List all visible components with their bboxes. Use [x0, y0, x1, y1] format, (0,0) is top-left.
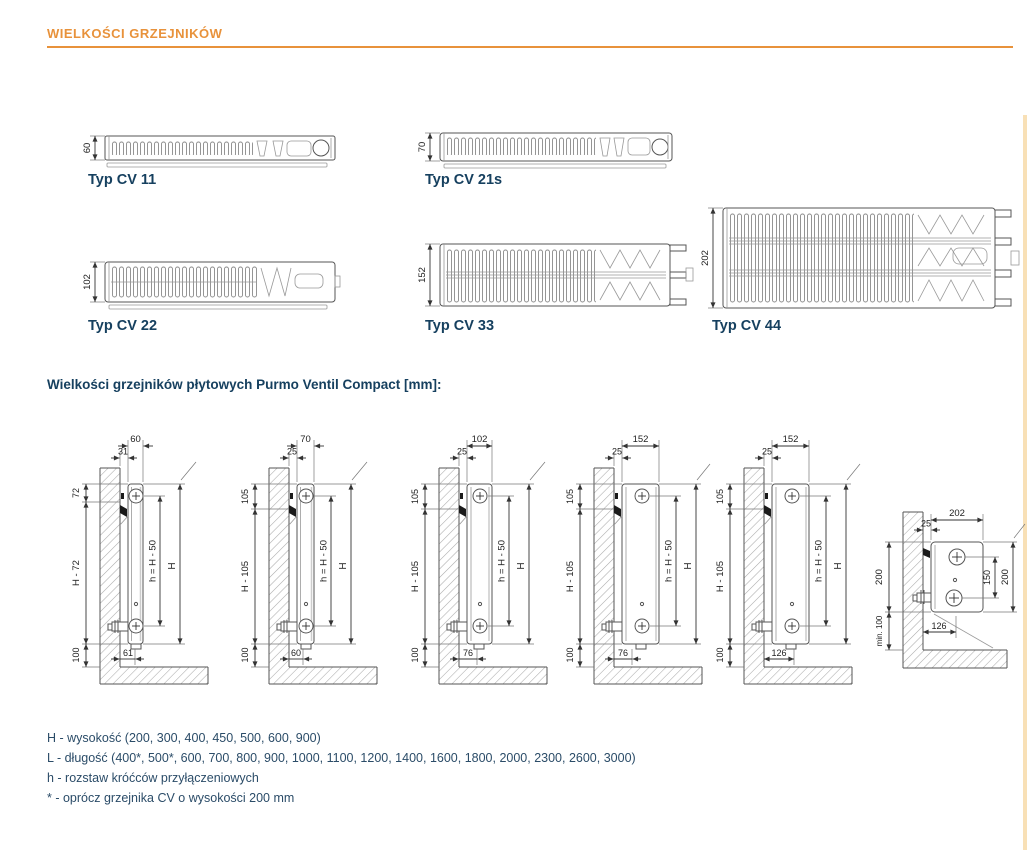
svg-text:25: 25 [286, 446, 298, 457]
cv21s-body [440, 133, 672, 168]
side-view-cv44 [692, 426, 862, 688]
svg-text:70: 70 [300, 434, 311, 445]
cv11-depth-dimension [82, 136, 105, 160]
cv21s-depth-dimension [417, 133, 440, 161]
dim-label: 152 [417, 267, 428, 283]
dim-label: 102 [82, 274, 93, 290]
svg-text:105: 105 [565, 488, 575, 505]
note-asterisk: * - oprócz grzejnika CV o wysokości 200 mm [47, 791, 295, 805]
svg-text:105: 105 [715, 488, 725, 505]
cv33-top-view-figure [417, 236, 705, 316]
wall-and-floor [439, 468, 547, 684]
svg-text:h = H - 50: h = H - 50 [813, 540, 825, 582]
svg-text:60: 60 [130, 434, 141, 445]
cv33-depth-dimension [417, 244, 440, 306]
svg-text:76: 76 [462, 648, 474, 658]
cv22-depth-dimension [82, 262, 105, 302]
type-label-cv21s: Typ CV 21s [425, 172, 503, 188]
side-view-cv11 [48, 426, 218, 688]
svg-text:150: 150 [982, 569, 992, 586]
cv44-top-view-figure [700, 200, 1025, 318]
svg-text:61: 61 [122, 648, 134, 658]
svg-text:25: 25 [920, 518, 932, 529]
svg-text:202: 202 [949, 508, 965, 519]
cv22-top-view-figure [82, 256, 355, 314]
svg-text:126: 126 [931, 621, 947, 631]
side-view-cv33 [542, 426, 712, 688]
svg-text:105: 105 [240, 488, 250, 505]
cv44-depth-dimension [700, 208, 723, 308]
svg-text:100: 100 [410, 647, 420, 663]
cv11-body [105, 136, 335, 167]
dim-label: 202 [700, 250, 711, 266]
svg-text:105: 105 [410, 488, 420, 505]
svg-text:H: H [833, 562, 844, 570]
cv22-body [105, 262, 340, 309]
svg-text:200: 200 [874, 569, 885, 585]
svg-text:h = H - 50: h = H - 50 [318, 540, 330, 582]
svg-text:h = H - 50: h = H - 50 [496, 540, 508, 582]
svg-text:25: 25 [611, 446, 623, 457]
note-height: H - wysokość (200, 300, 400, 450, 500, 600, 900) [47, 731, 321, 745]
title-underline [47, 46, 1013, 48]
svg-text:25: 25 [761, 446, 773, 457]
page-title: WIELKOŚCI GRZEJNIKÓW [47, 26, 223, 41]
svg-text:h = H - 50: h = H - 50 [663, 540, 675, 582]
svg-text:126: 126 [771, 648, 787, 658]
dim-label: 60 [82, 142, 93, 154]
svg-text:H - 72: H - 72 [71, 560, 82, 586]
svg-text:60: 60 [290, 648, 302, 658]
cv33-body [440, 244, 693, 306]
corner-view-figure [855, 490, 1027, 682]
svg-text:152: 152 [782, 434, 799, 445]
side-view-cv22 [387, 426, 557, 688]
svg-text:h = H - 50: h = H - 50 [147, 540, 159, 582]
svg-text:200: 200 [1000, 569, 1011, 585]
svg-text:H - 105: H - 105 [240, 560, 251, 593]
svg-text:H - 105: H - 105 [410, 560, 421, 593]
cv11-top-view-figure [82, 130, 355, 174]
side-view-cv21s [217, 426, 387, 688]
section-heading: Wielkości grzejników płytowych Purmo Ventil Compact [mm]: [47, 377, 442, 392]
note-pipe-spacing: h - rozstaw króćców przyłączeniowych [47, 771, 259, 785]
svg-text:31: 31 [117, 446, 129, 457]
svg-text:H: H [516, 562, 527, 570]
svg-text:H - 105: H - 105 [565, 560, 576, 593]
type-label-cv11: Typ CV 11 [88, 172, 157, 188]
type-label-cv22: Typ CV 22 [88, 318, 158, 334]
svg-text:72: 72 [71, 487, 81, 499]
svg-text:152: 152 [632, 434, 649, 445]
legend-notes [47, 729, 636, 809]
svg-text:100: 100 [715, 647, 725, 663]
svg-text:H: H [683, 562, 694, 570]
svg-text:H: H [338, 562, 349, 570]
svg-text:100: 100 [240, 647, 250, 663]
dim-label: 70 [417, 141, 428, 153]
cv44-body [723, 208, 1019, 308]
svg-text:102: 102 [471, 434, 488, 445]
svg-text:H: H [167, 562, 178, 570]
type-label-cv44: Typ CV 44 [712, 318, 782, 334]
svg-text:76: 76 [617, 648, 629, 658]
type-label-cv33: Typ CV 33 [425, 318, 495, 334]
cv21s-top-view-figure [417, 127, 690, 175]
svg-text:25: 25 [456, 446, 468, 457]
svg-text:100: 100 [71, 647, 81, 663]
note-length: L - długość (400*, 500*, 600, 700, 800, 900, 1000, 1100, 1200, 1400, 1600, 1800, 2000, 2300, 2600, 3000) [47, 751, 636, 765]
svg-text:100: 100 [565, 647, 575, 663]
svg-text:min. 100: min. 100 [875, 615, 884, 647]
svg-text:H - 105: H - 105 [715, 560, 726, 593]
